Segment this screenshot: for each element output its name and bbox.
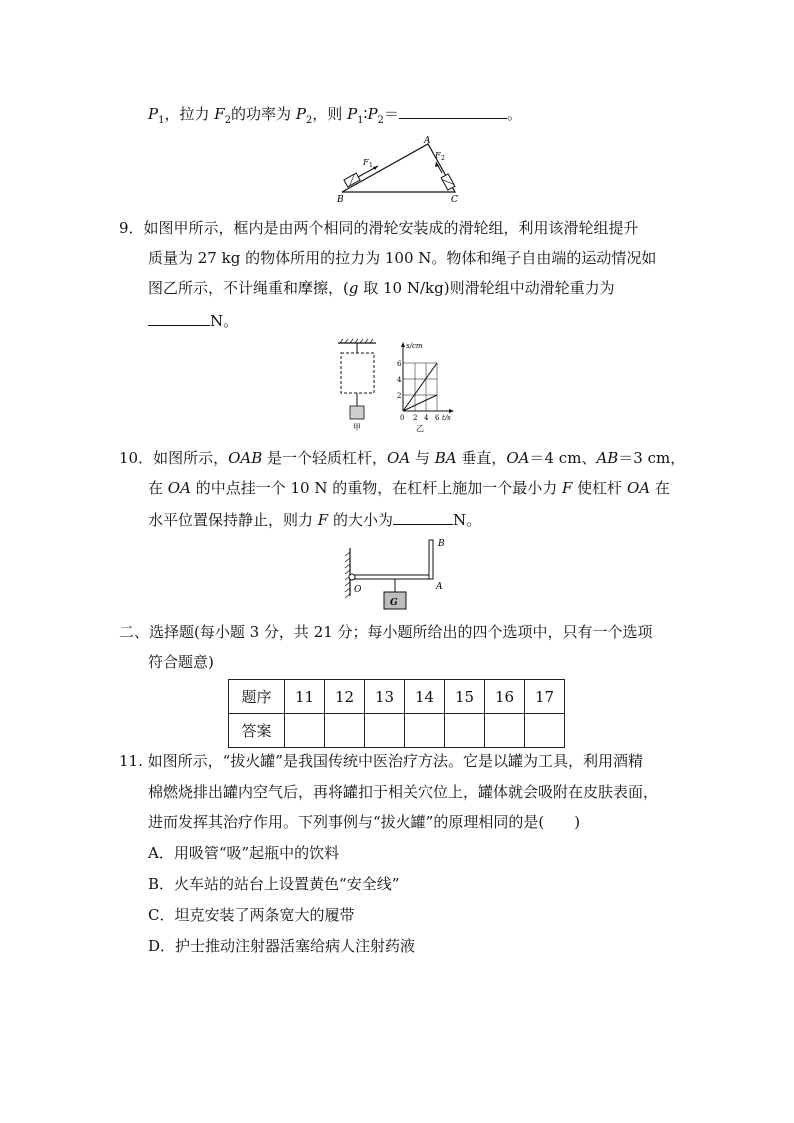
incline-label-f1-sub: 1 — [369, 162, 373, 169]
section2-line-2: 符合题意) — [148, 653, 214, 671]
st-y-tick-4: 4 — [397, 376, 402, 384]
q11-line-3: 进而发挥其治疗作用。下列事例与“拔火罐”的原理相同的是( ) — [148, 813, 581, 831]
answer-table-num-13: 13 — [365, 680, 405, 714]
q9-line-3: 图乙所示，不计绳重和摩擦，(g 取 10 N/kg)则滑轮组中动滑轮重力为 — [148, 279, 615, 297]
answer-table-num-17: 17 — [525, 680, 565, 714]
incline-label-f1: F — [363, 158, 369, 167]
pulley-figure — [330, 337, 465, 434]
st-y-label: s/cm — [406, 342, 423, 350]
q10-line-1: 10．如图所示，OAB 是一个轻质杠杆，OA 与 BA 垂直，OA＝4 cm、AB＝3 cm， — [119, 449, 686, 467]
incline-figure — [330, 132, 470, 207]
incline-label-f2-sub: 2 — [441, 155, 445, 162]
q11-line-2: 棉燃烧排出罐内空气后，再将罐扣于相关穴位上，罐体就会吸附在皮肤表面， — [148, 783, 659, 801]
q9-answer-blank[interactable] — [148, 309, 210, 326]
answer-cell-15[interactable] — [445, 714, 485, 748]
q11-line-1: 11. 如图所示，“拔火罐”是我国传统中医治疗方法。它是以罐为工具，利用酒精 — [119, 752, 643, 770]
answer-table-num-15: 15 — [445, 680, 485, 714]
lever-label-a: A — [436, 582, 443, 592]
answer-cell-14[interactable] — [405, 714, 445, 748]
answer-cell-11[interactable] — [285, 714, 325, 748]
q10-answer-blank[interactable] — [393, 508, 453, 525]
pulley-label-jia: 甲 — [353, 423, 361, 432]
q9-line-4: N。 — [148, 309, 238, 331]
section2-line-1: 二、选择题(每小题 3 分，共 21 分；每小题所给出的四个选项中，只有一个选项 — [119, 623, 653, 641]
q8-tail-line: $P_1$，拉力 $F_2$的功率为 $P_2$，则 $P_1∶P_2=$ 。 — [148, 102, 522, 131]
answer-table-answer-label: 答案 — [229, 714, 285, 748]
q10-line-2: 在 OA 的中点挂一个 10 N 的重物，在杠杆上施加一个最小力 F 使杠杆 OA 在 — [148, 479, 670, 497]
lever-figure — [340, 536, 460, 616]
incline-label-f2: F — [435, 151, 441, 160]
st-graph — [397, 342, 454, 433]
incline-label-a: A — [424, 136, 431, 146]
answer-cell-13[interactable] — [365, 714, 405, 748]
st-x-tick-2: 2 — [413, 414, 418, 422]
answer-table-head-label: 题序 — [229, 680, 285, 714]
q8-answer-blank[interactable] — [399, 102, 507, 119]
st-y-tick-6: 6 — [397, 360, 402, 368]
st-x-tick-4: 4 — [424, 414, 429, 422]
lever-label-g: G — [390, 598, 398, 608]
st-x-tick-0: 0 — [400, 414, 405, 422]
st-x-label: t/s — [442, 414, 451, 422]
answer-table-num-11: 11 — [285, 680, 325, 714]
answer-table-num-14: 14 — [405, 680, 445, 714]
st-line-rope — [403, 363, 437, 411]
q11-option-d[interactable]: D．护士推动注射器活塞给病人注射药液 — [148, 937, 416, 955]
answer-table-answer-row — [229, 714, 565, 748]
q9-line-2: 质量为 27 kg 的物体所用的拉力为 100 N。物体和绳子自由端的运动情况如 — [148, 249, 657, 267]
lever-label-o: O — [354, 585, 362, 595]
answer-cell-17[interactable] — [525, 714, 565, 748]
st-x-tick-6: 6 — [435, 414, 440, 422]
q11-option-c[interactable]: C．坦克安装了两条宽大的履带 — [148, 906, 355, 924]
answer-table-num-16: 16 — [485, 680, 525, 714]
q10-line-3: 水平位置保持静止，则力 F 的大小为 N。 — [148, 508, 481, 530]
st-y-tick-2: 2 — [397, 392, 402, 400]
q9-line-1: 9．如图甲所示，框内是由两个相同的滑轮安装成的滑轮组，利用该滑轮组提升 — [119, 219, 639, 237]
q11-option-b[interactable]: B．火车站的站台上设置黄色“安全线” — [148, 875, 400, 893]
q11-option-a[interactable]: A．用吸管“吸”起瓶中的饮料 — [148, 844, 340, 862]
answer-cell-12[interactable] — [325, 714, 365, 748]
incline-label-c: C — [451, 195, 458, 205]
answer-table — [228, 679, 565, 748]
answer-cell-16[interactable] — [485, 714, 525, 748]
answer-table-header-row — [229, 680, 565, 714]
answer-table-num-12: 12 — [325, 680, 365, 714]
incline-label-b: B — [337, 195, 344, 205]
pulley-label-yi: 乙 — [416, 424, 424, 433]
lever-label-b: B — [438, 539, 445, 549]
